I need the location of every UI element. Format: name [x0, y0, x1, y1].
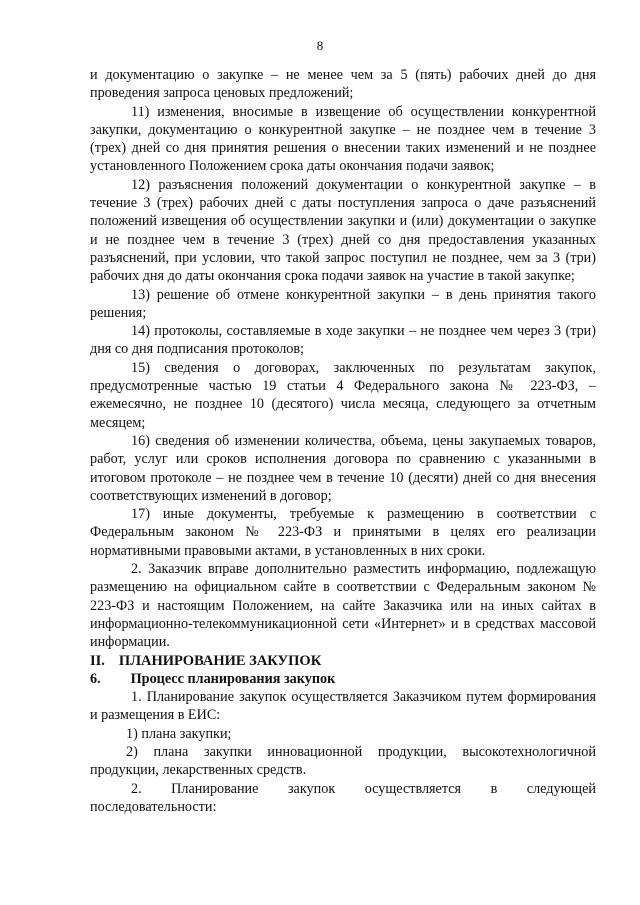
paragraph-item-16: 16) сведения об изменении количества, объема, цены закупаемых товаров, работ, услуг или сроков исполнения договора по сравнению с указанными в итоговом протоколе – не позднее чем в течение 10 (десяти) дней со дня внесения соответствующих изменений в договор; — [90, 432, 596, 504]
plan-list-item-1: 1) плана закупки; — [126, 725, 232, 742]
paragraph-clause-2: 2. Заказчик вправе дополнительно разместить информацию, подлежащую размещению на официальном сайте в соответствии с Федеральным законом № 223-ФЗ и настоящим Положением, на сайте Заказчика или на иных сайтах в информационно-телекоммуникационной сети «Интернет» и в средствах массовой информации. — [90, 561, 596, 651]
section-title: ПЛАНИРОВАНИЕ ЗАКУПОК — [118, 652, 322, 669]
planning-clause-2: 2. Планирование закупок осуществляется в следующей последовательности: — [90, 780, 596, 815]
paragraph-item-14: 14) протоколы, составляемые в ходе закупки – не позднее чем через 3 (три) дня со дня подписания протоколов; — [90, 323, 596, 358]
subsection-heading — [90, 670, 596, 688]
section-number: II. — [90, 652, 105, 669]
page-number: 8 — [316, 38, 324, 53]
document-body — [90, 66, 596, 816]
paragraph-item-11: 11) изменения, вносимые в извещение об осуществлении конкурентной закупки, документацию о конкурентной закупке – не позднее чем в течение 3 (трех) дней со дня принятия решения о внесении таких изменений и не позднее установленного Положением срока даты окончания подачи заявок; — [90, 103, 596, 175]
paragraph-item-17: 17) иные документы, требуемые к размещению в соответствии с Федеральным законом № 223-ФЗ и принятыми в целях его реализации нормативными правовыми актами, в установленных в них сроки. — [90, 506, 596, 559]
paragraph-item-12: 12) разъяснения положений документации о конкурентной закупке – в течение 3 (трех) рабочих дней с даты поступления запроса о даче разъяснений положений извещения об осуществлении закупки и (или) документации о закупке и не позднее чем в течение 3 (трех) дней со дня предоставления указанных разъяснений, при условии, что такой запрос поступил не позднее, чем за 3 (три) рабочих дня до даты окончания срока подачи заявок на участие в такой закупке; — [90, 176, 596, 285]
subsection-number: 6. — [90, 670, 101, 687]
paragraph-item-15: 15) сведения о договорах, заключенных по результатам закупок, предусмотренные частью 19 статьи 4 Федерального закона № 223-ФЗ, – ежемесячно, не позднее 10 (десятого) числа месяца, следующего за отчетным месяцем; — [90, 359, 596, 431]
paragraph: и документацию о закупке – не менее чем за 5 (пять) рабочих дней до дня проведения запроса ценовых предложений; — [90, 67, 596, 102]
subsection-title: Процесс планирования закупок — [130, 670, 336, 687]
section-heading — [90, 652, 596, 670]
paragraph-item-13: 13) решение об отмене конкурентной закупки – в день принятия такого решения; — [90, 286, 596, 321]
plan-list-item-2: 2) плана закупки инновационной продукции, высокотехнологичной продукции, лекарственных средств. — [90, 743, 596, 779]
planning-clause-1: 1. Планирование закупок осуществляется Заказчиком путем формирования и размещения в ЕИС: — [90, 689, 596, 724]
